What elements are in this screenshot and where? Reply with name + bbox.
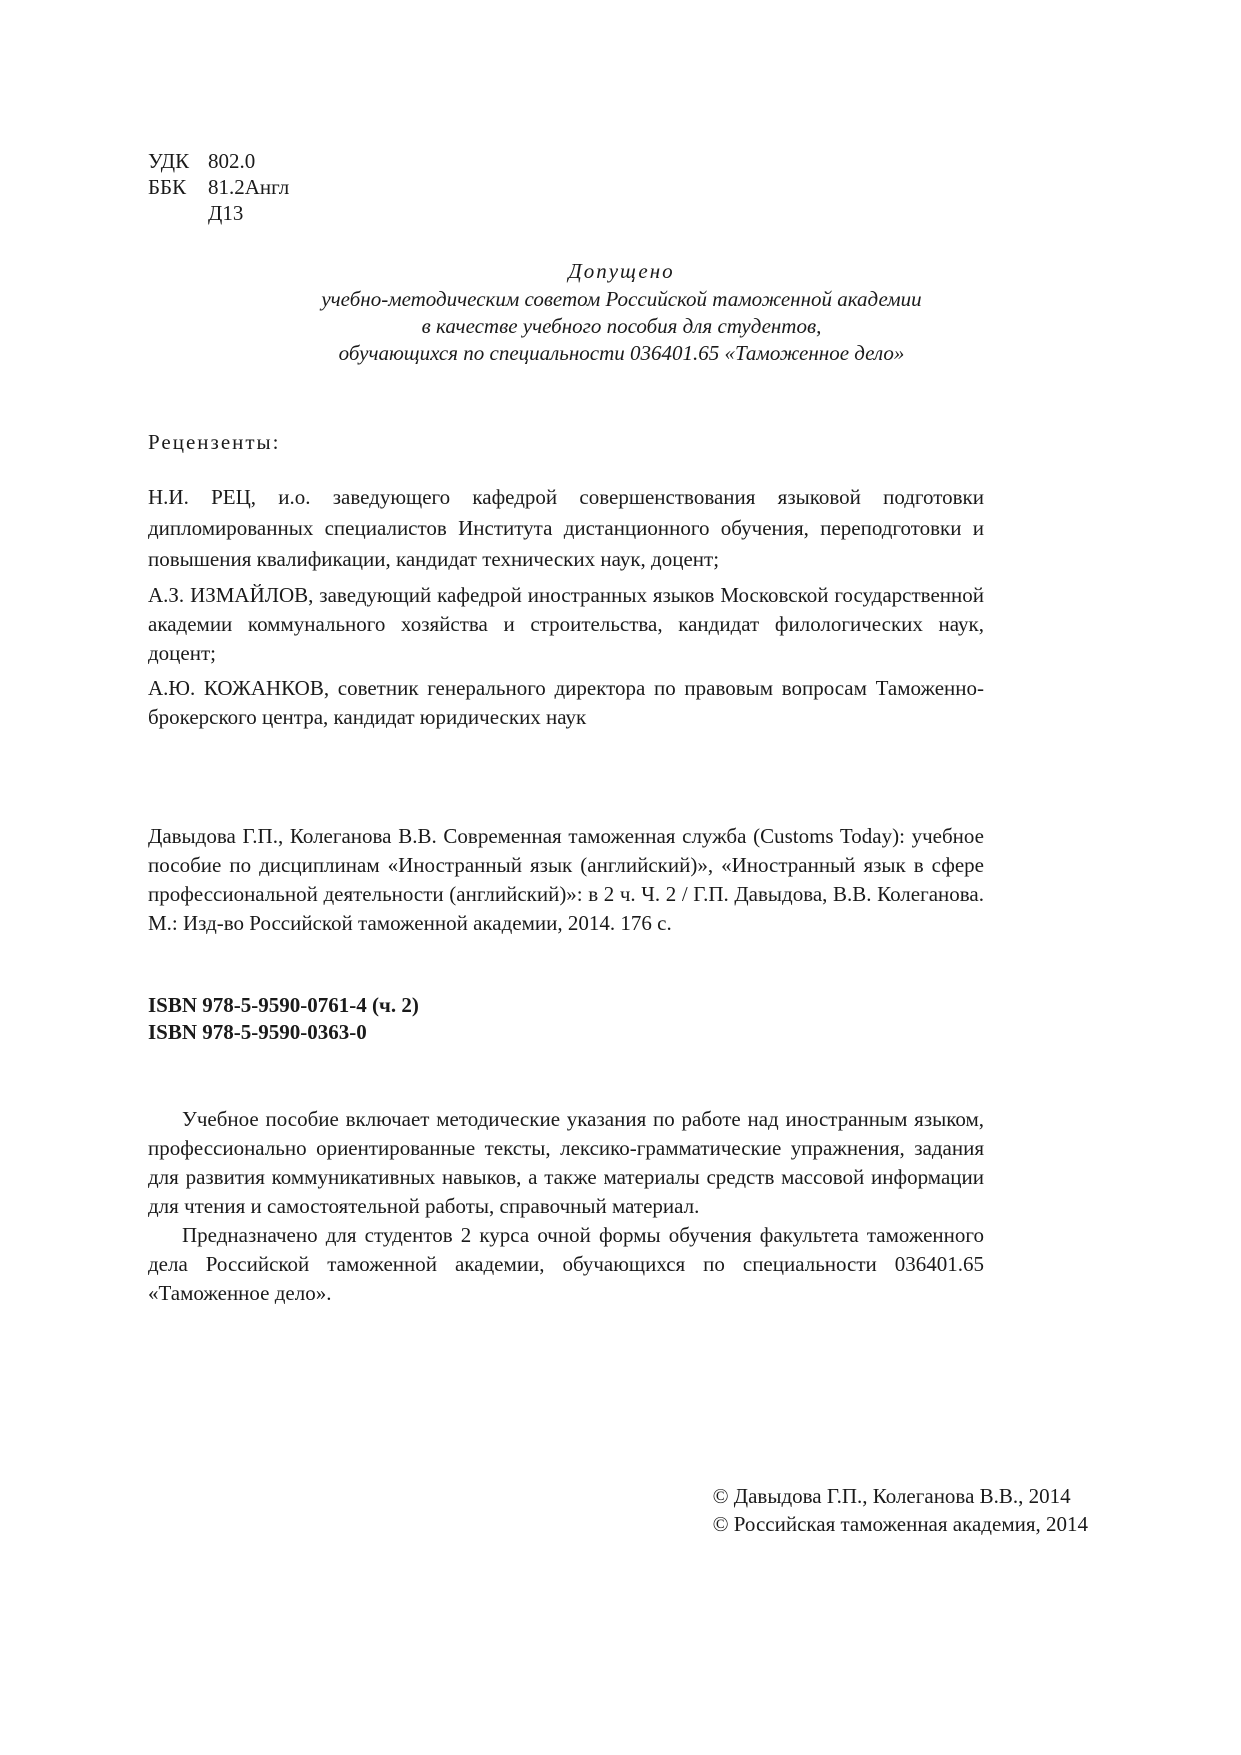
approval-line: учебно-методическим советом Российской таможенной академии [321,287,922,311]
bbk-code: 81.2Англ [208,175,290,199]
reviewer-entry: А.З. ИЗМАЙЛОВ, заведующий кафедрой иностранных языков Московской государственной академии коммунального хозяйства и строительства, кандидат филологических наук, доцент; [148,583,984,665]
approval-heading: Допущено [568,259,675,283]
udk-code: 802.0 [208,149,256,173]
isbn-set: ISBN 978-5-9590-0363-0 [148,1020,367,1044]
bibliographic-record: Давыдова Г.П., Колеганова В.В. Современная таможенная служба (Customs Today): учебное пособие по дисциплинам «Иностранный язык (английский)», «Иностранный язык в сфере профессиональной деятельности (английский)»: в 2 ч. Ч. 2 / Г.П. Давыдова, В.В. Колеганова. М.: Изд-во Российской таможенной академии, 2014. 176 с. [148,824,984,935]
reviewer-entry: А.Ю. КОЖАНКОВ, советник генерального директора по правовым вопросам Таможенно-брокерского центра, кандидат юридических наук [148,676,984,729]
approval-stamp [148,258,1095,367]
copyright-block [713,1482,1088,1538]
reviewer-entry: Н.И. РЕЦ, и.о. заведующего кафедрой совершенствования языковой подготовки дипломированных специалистов Института дистанционного обучения, переподготовки и повышения квалификации, кандидат технических наук, доцент; [148,485,984,571]
isbn-part: ISBN 978-5-9590-0761-4 (ч. 2) [148,993,419,1017]
annotation-paragraph: Предназначено для студентов 2 курса очной формы обучения факультета таможенного дела Российской таможенной академии, обучающихся по специальности 036401.65 «Таможенное дело». [148,1223,984,1305]
copyright-authors: © Давыдова Г.П., Колеганова В.В., 2014 [712,1484,1071,1508]
annotation-block [148,1105,984,1308]
udk-row [148,148,289,174]
bbk-row [148,174,289,200]
bbk-label: ББК [148,175,187,199]
reviewers-title: Рецензенты: [148,430,281,454]
annotation-paragraph: Учебное пособие включает методические указания по работе над иностранным языком, профессионально ориентированные тексты, лексико-грамматические упражнения, задания для развития коммуникативных навыков, а также материалы средств массовой информации для чтения и самостоятельной работы, справочный материал. [148,1107,984,1218]
isbn-block [148,992,419,1046]
reviewers-list [148,482,984,738]
classification-block [148,148,289,226]
copyright-publisher: © Российская таможенная академия, 2014 [712,1512,1088,1536]
approval-line: обучающихся по специальности 036401.65 «Таможенное дело» [338,341,905,365]
author-mark: Д13 [208,201,244,225]
udk-label: УДК [148,149,190,173]
approval-line: в качестве учебного пособия для студентов, [421,314,822,338]
